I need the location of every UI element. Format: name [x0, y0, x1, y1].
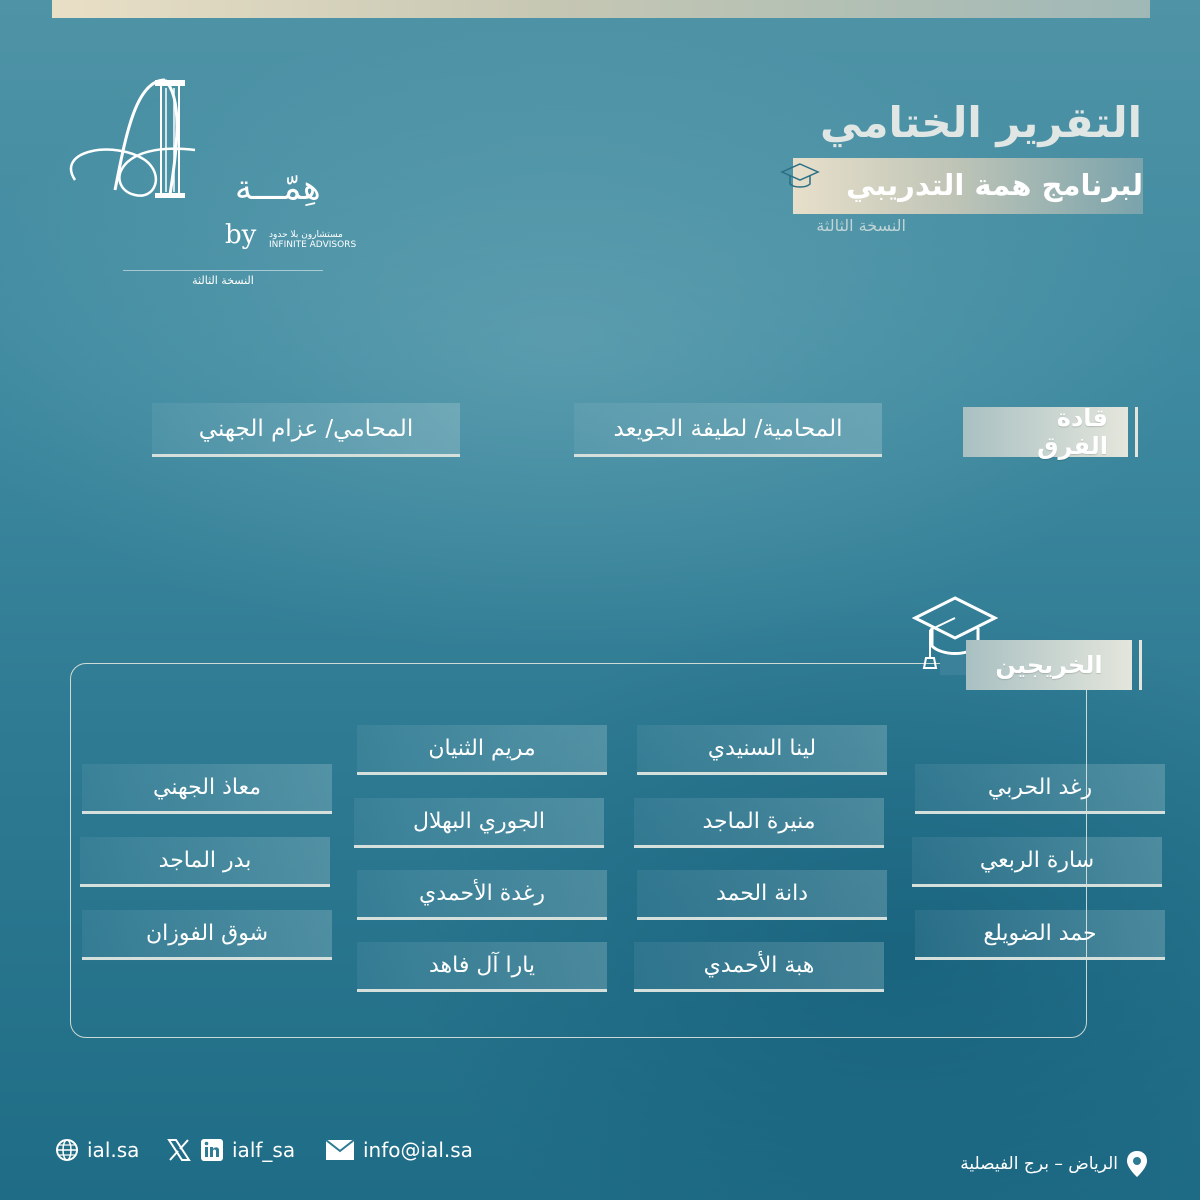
graduate-name: منيرة الماجد	[634, 798, 884, 848]
graduate-name: رغدة الأحمدي	[357, 870, 607, 920]
graduate-name: لينا السنيدي	[637, 725, 887, 775]
location-info	[960, 1150, 1148, 1178]
mail-icon	[325, 1139, 355, 1161]
graduate-name: مريم الثنيان	[357, 725, 607, 775]
email-link[interactable]	[325, 1138, 473, 1162]
leader-name: المحامي/ عزام الجهني	[152, 403, 460, 457]
top-accent-strip	[52, 0, 1150, 18]
graduate-name: بدر الماجد	[80, 837, 330, 887]
leader-name: المحامية/ لطيفة الجويعد	[574, 403, 882, 457]
website-text: ial.sa	[87, 1138, 140, 1162]
brand-tagline-en: INFINITE ADVISORS	[269, 240, 357, 250]
graduate-name: هبة الأحمدي	[634, 942, 884, 992]
graduate-name: حمد الضويلع	[915, 910, 1165, 960]
website-link[interactable]	[55, 1138, 139, 1162]
location-text: الرياض – برج الفيصلية	[960, 1154, 1118, 1174]
globe-icon	[55, 1138, 79, 1162]
graduation-cap-icon	[780, 160, 820, 192]
graduate-name: الجوري البهلال	[354, 798, 604, 848]
location-pin-icon	[1126, 1150, 1148, 1178]
graduate-name: شوق الفوزان	[82, 910, 332, 960]
graduate-name: دانة الحمد	[637, 870, 887, 920]
logo-a-mark-icon	[55, 60, 255, 210]
graduate-name: سارة الربعي	[912, 837, 1162, 887]
graduates-section-label: الخريجين	[966, 640, 1132, 690]
graduate-name: يارا آل فاهد	[357, 942, 607, 992]
graduate-name: معاذ الجهني	[82, 764, 332, 814]
page-title: التقرير الختامي	[819, 98, 1142, 147]
brand-arabic-name: هِمّـــة	[235, 168, 321, 208]
brand-tagline-ar: مستشارون بلا حدود	[269, 230, 343, 240]
header-edition: النسخة الثالثة	[816, 216, 906, 235]
brand-logo	[55, 60, 357, 287]
brand-edition: النسخة الثالثة	[123, 270, 323, 287]
brand-by: by	[225, 220, 257, 250]
social-handle: ialf_sa	[232, 1138, 296, 1162]
subtitle-banner	[793, 158, 1143, 214]
leaders-section-label: قادة الفرق	[963, 407, 1128, 457]
email-text: info@ial.sa	[363, 1138, 473, 1162]
graduate-name: رغد الحربي	[915, 764, 1165, 814]
x-logo-icon[interactable]	[166, 1138, 192, 1162]
linkedin-icon[interactable]	[200, 1138, 224, 1162]
social-links[interactable]	[166, 1138, 295, 1162]
page-subtitle: لبرنامج همة التدريبي	[846, 168, 1143, 202]
